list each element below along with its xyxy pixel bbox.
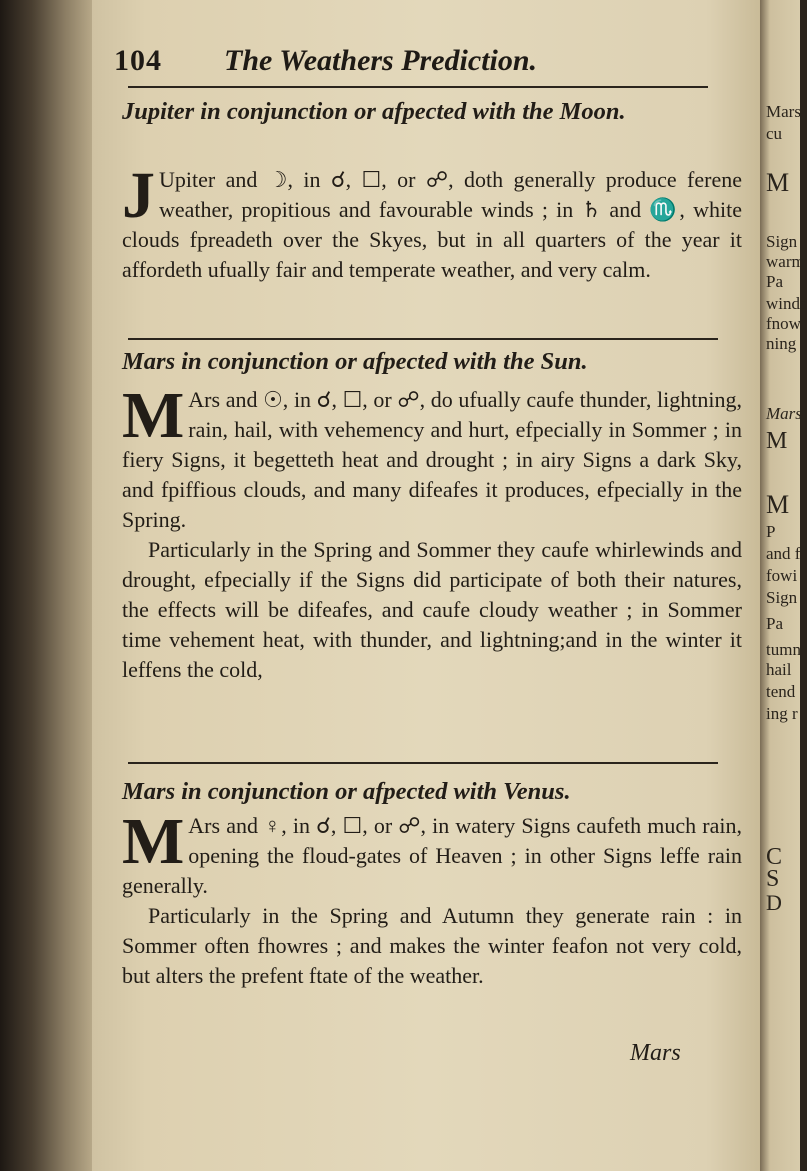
- next-page-fragment: cu: [766, 124, 783, 143]
- next-page-fragment: P: [766, 522, 776, 541]
- book-page: [92, 0, 760, 1171]
- catchword: Mars: [630, 1040, 681, 1066]
- next-page-edge: [760, 0, 807, 1171]
- section-body: [122, 805, 742, 991]
- running-head: [114, 44, 734, 78]
- next-page-fragment: Sign: [766, 588, 798, 607]
- binding-gutter: [0, 0, 92, 1171]
- next-page-fragment: ning: [766, 334, 797, 353]
- drop-cap: J: [122, 159, 155, 232]
- next-page-fragment: Pa: [766, 614, 783, 633]
- next-page-fragment: M: [766, 168, 790, 197]
- next-page-fragment: M: [766, 490, 790, 519]
- page-number: 104: [114, 44, 162, 77]
- next-page-fragment: S: [766, 866, 780, 892]
- section-rule: [128, 762, 718, 764]
- section-heading: Mars in conjunction or afpected with the Sun.: [122, 348, 588, 375]
- next-page-fragment: tend: [766, 682, 796, 701]
- next-page-fragment: D: [766, 890, 782, 915]
- drop-cap: M: [122, 379, 185, 452]
- next-page-fragment: ing r: [766, 704, 798, 723]
- paragraph: Upiter and ☽, in ☌, ☐, or ☍, doth generally produce ferene weather, propitious and favourable winds ; in ♄ and ♏, white clouds fpreadeth over the Skyes, but in all quarters of the year it affordeth ufually fair and temperate weather, and very calm.: [122, 167, 742, 282]
- next-page-fragment: Mars: [766, 404, 802, 423]
- drop-cap: M: [122, 805, 185, 878]
- next-page-fragment: Pa: [766, 272, 783, 291]
- next-page-fragment: warm: [766, 252, 805, 271]
- next-page-fragment: and f: [766, 544, 801, 563]
- next-page-fragment: fnow: [766, 314, 801, 333]
- section-body: [122, 379, 742, 685]
- section-mars-venus: [122, 776, 742, 991]
- section-heading: Jupiter in conjunction or afpected with the Moon.: [122, 98, 626, 125]
- section-rule: [128, 338, 718, 340]
- head-rule: [128, 86, 708, 88]
- paragraph: Ars and ♀, in ☌, ☐, or ☍, in watery Signs caufeth much rain, opening the floud-gates of Heaven ; in other Signs leffe rain generally.: [122, 813, 742, 898]
- section-jupiter-moon: [122, 96, 742, 285]
- next-page-fragment: fowi: [766, 566, 798, 585]
- next-page-fragment: Mars: [766, 102, 801, 121]
- paragraph: Ars and ☉, in ☌, ☐, or ☍, do ufually caufe thunder, lightning, rain, hail, with vehemency and hurt, efpecially in Sommer ; in fiery Signs, it begetteth heat and drought ; in airy Signs a dark Sky, and fpiffious clouds, and many difeafes it produces, efpecially in the Spring.: [122, 387, 742, 532]
- next-page-fragment: C: [766, 844, 783, 870]
- next-page-fragment: tumn: [766, 640, 801, 659]
- next-page-fragment: hail: [766, 660, 792, 679]
- running-title: The Weathers Prediction.: [224, 44, 538, 77]
- paragraph: Particularly in the Spring and Sommer they caufe whirlewinds and drought, efpecially if the Signs did participate of both their natures, the effects will be difeafes, and caufe cloudy weather ; in Sommer time vehement heat, with thunder, and lightning;and in the winter it leffens the cold,: [122, 537, 742, 682]
- next-page-fragment: winds: [766, 294, 807, 313]
- paragraph: Particularly in the Spring and Autumn they generate rain : in Sommer often fhowres ; and makes the winter feafon not very cold, but alters the prefent ftate of the weather.: [122, 903, 742, 988]
- section-mars-sun: [122, 346, 742, 685]
- next-page-fragment: Sign: [766, 232, 798, 251]
- section-heading: Mars in conjunction or afpected with Venus.: [122, 778, 571, 805]
- next-page-fragment: M: [766, 428, 788, 454]
- section-body: [122, 159, 742, 285]
